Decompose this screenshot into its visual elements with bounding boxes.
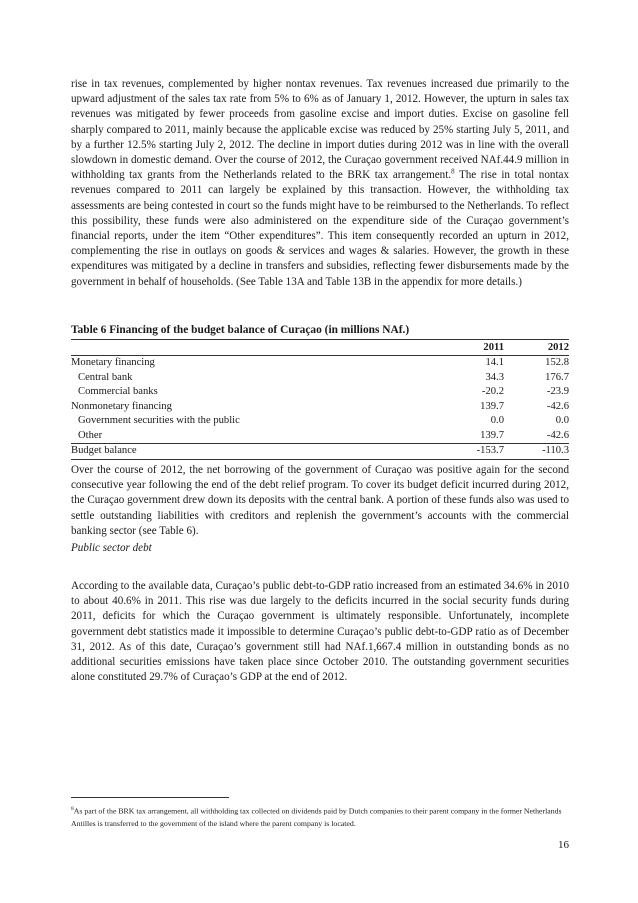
cell-2011: 139.7 bbox=[480, 429, 504, 441]
column-header-2011: 2011 bbox=[483, 342, 504, 353]
paragraph-public-debt: According to the available data, Curaçao’s public debt-to-GDP ratio increased from an estimated 34.6% in 2010 to about 40.6% in 2011. This rise was due largely to the deficits incurred in the social security funds during 2011, deficits for which the Curaçao government is ultimately responsible. Unfortunately, incomplete government debt statistics made it impossible to determine Curaçao’s public debt-to-GDP ratio as of December 31, 2012. As of this date, Curaçao’s government still had NAf.1,667.4 million in outstanding bonds as no additional securities emissions have taken place since October 2010. The outstanding government securities alone constituted 29.7% of Curaçao’s GDP at the end of 2012. bbox=[71, 580, 569, 684]
cell-2011: 0.0 bbox=[490, 415, 504, 426]
cell-2011: 14.1 bbox=[485, 357, 504, 368]
table-row bbox=[71, 400, 569, 415]
table-row bbox=[71, 371, 569, 386]
footnote-marker: 8 bbox=[71, 806, 74, 812]
footnote bbox=[71, 803, 571, 830]
cell-2011: -153.7 bbox=[476, 445, 504, 456]
paragraph-revenues-text-b: The rise in total nontax revenues compared to 2011 can largely be explained by this transaction. However, the withholding tax assessments are being contested in court so the funds might have to be reimbursed to the Netherlands. To reflect this possibility, these funds were also administered on the expenditure side of the Curaçao government’s financial reports, under the item “Other expenditures”. This item consequently recorded an upturn in 2012, complementing the rise in outlays on goods & services and wages & salaries. However, the growth in these expenditures was mitigated by a decline in transfers and subsidies, reflecting fewer disbursements made by the government in behalf of households. (See Table 13A and Table 13B in the appendix for more details.) bbox=[71, 169, 569, 288]
cell-2012: -42.6 bbox=[546, 429, 569, 441]
cell-2011: 139.7 bbox=[480, 400, 504, 412]
table-row-total bbox=[71, 443, 569, 460]
row-label: Government securities with the public bbox=[78, 415, 240, 426]
cell-2011: 34.3 bbox=[485, 371, 504, 383]
cell-2012: 152.8 bbox=[545, 357, 569, 368]
footnote-reference: 8 bbox=[451, 167, 455, 176]
cell-2012: -110.3 bbox=[542, 445, 569, 456]
table-row bbox=[71, 414, 569, 429]
table-header-row bbox=[71, 339, 569, 356]
row-label: Central bank bbox=[78, 371, 133, 383]
table-row bbox=[71, 429, 569, 444]
row-label: Other bbox=[78, 429, 103, 441]
row-label: Commercial banks bbox=[78, 386, 158, 397]
row-label: Monetary financing bbox=[71, 357, 155, 368]
cell-2012: 176.7 bbox=[545, 371, 569, 383]
cell-2011: -20.2 bbox=[481, 386, 504, 397]
cell-2012: -23.9 bbox=[546, 386, 569, 397]
cell-2012: 0.0 bbox=[555, 415, 569, 426]
section-heading: Public sector debt bbox=[71, 542, 152, 554]
page-number: 16 bbox=[558, 839, 569, 851]
table-row bbox=[71, 356, 569, 371]
paragraph-revenues-text-a: rise in tax revenues, complemented by higher nontax revenues. Tax revenues increased due primarily to the upward adjustment of the sales tax rate from 5% to 6% as of January 1, 2012. However, the upturn in sales tax revenues was mitigated by fewer proceeds from gasoline excise and import duties. Excise on gasoline fell sharply compared to 2011, mainly because the applicable excise was reduced by 25% starting July 5, 2011, and by a further 12.5% starting July 2, 2012. The decline in import duties during 2012 was in line with the overall slowdown in domestic demand. Over the course of 2012, the Curaçao government received NAf.44.9 million in withholding tax grants from the Netherlands related to the BRK tax arrangement. bbox=[71, 78, 569, 182]
paragraph-revenues bbox=[71, 77, 569, 290]
row-label: Budget balance bbox=[71, 445, 137, 456]
financing-table bbox=[71, 339, 569, 460]
table-row bbox=[71, 385, 569, 400]
column-header-2012: 2012 bbox=[547, 342, 569, 353]
footnote-text: As part of the BRK tax arrangement, all withholding tax collected on dividends paid by Dutch companies to their parent company in the former Netherlands Antilles is transferred to the government of the island where the parent company is located. bbox=[71, 806, 562, 828]
table-title: Table 6 Financing of the budget balance of Curaçao (in millions NAf.) bbox=[71, 324, 410, 336]
cell-2012: -42.6 bbox=[546, 400, 569, 412]
footnote-divider bbox=[71, 797, 229, 798]
row-label: Nonmonetary financing bbox=[71, 400, 172, 412]
paragraph-net-borrowing: Over the course of 2012, the net borrowing of the government of Curaçao was positive again for the second consecutive year following the end of the debt relief program. To cover its budget deficit incurred during 2012, the Curaçao government drew down its deposits with the central bank. A portion of these funds also was used to settle outstanding liabilities with creditors and replenish the government’s accounts with the commercial banking sector (see Table 6). bbox=[71, 464, 569, 537]
